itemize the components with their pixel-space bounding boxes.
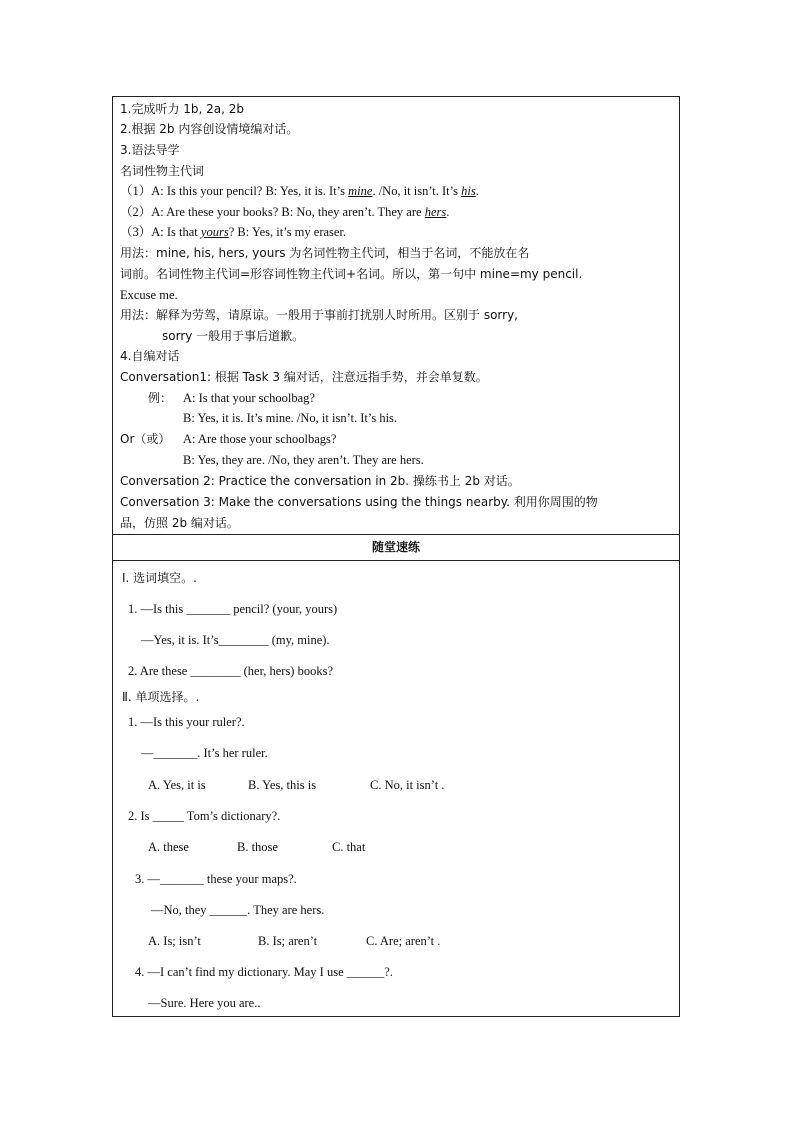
mc-q3-option-c: C. Are; aren’t . [366, 934, 441, 948]
example-3-answer: yours [200, 225, 229, 239]
mc-q4-reply: —Sure. Here you are.. [148, 996, 261, 1010]
conversation-3: Conversation 3: Make the conversations using the things nearby. 利用你周围的物 [120, 495, 598, 509]
example-3-text-b: ? B: Yes, it’s my eraser. [228, 225, 347, 239]
mc-q3-option-b: B. Is; aren’t [258, 934, 318, 948]
or-line-a: A: Are those your schoolbags? [183, 432, 337, 446]
mc-q2-option-b: B. those [237, 840, 278, 854]
usage-4: sorry 一般用于事后道歉。 [162, 329, 305, 343]
mc-q1-option-c: C. No, it isn’t . [370, 778, 445, 792]
example-2 [120, 204, 449, 220]
excuse-me: Excuse me. [120, 288, 178, 302]
section-1-title: Ⅰ. 选词填空。. [122, 571, 197, 585]
mc-q1-reply: —_______. It’s her ruler. [141, 746, 268, 760]
mc-q2: 2. Is _____ Tom’s dictionary?. [128, 809, 281, 823]
mc-q1-option-b: B. Yes, this is [248, 778, 317, 792]
or-line-b: B: Yes, they are. /No, they aren’t. They are hers. [183, 453, 424, 467]
example-1 [120, 183, 479, 199]
task-1: 1.完成听力 1b, 2a, 2b [120, 102, 245, 116]
mc-q2-option-a: A. these [148, 840, 189, 854]
mc-q3-option-a: A. Is; isn’t [148, 934, 201, 948]
mc-q2-option-c: C. that [332, 840, 366, 854]
task-2: 2.根据 2b 内容创设情境编对话。 [120, 122, 299, 136]
example-1-text-b: . /No, it isn’t. It’s [372, 184, 462, 198]
example-2-answer: hers [424, 205, 447, 219]
example-3-text: （3）A: Is that [120, 225, 201, 239]
conversation-3-cont: 品，仿照 2b 编对话。 [120, 516, 239, 530]
example-1-answer-his: his [461, 184, 476, 198]
example-label: 例： [148, 391, 173, 405]
usage-2: 词前。名词性物主代词=形容词性物主代词+名词。所以，第一句中 mine=my pencil. [120, 267, 583, 281]
usage-1: 用法：mine, his, hers, yours 为名词性物主代词，相当于名词，不能放在名 [120, 246, 530, 260]
task-4: 4.自编对话 [120, 349, 180, 363]
mc-q4: 4. —I can’t find my dictionary. May I use ______?. [135, 965, 393, 979]
worksheet-table [112, 96, 680, 1017]
practice-header: 随堂速练 [113, 535, 679, 561]
mc-q3-reply: —No, they ______. They are hers. [151, 903, 325, 917]
fill-q1: 1. —Is this _______ pencil? (your, yours) [128, 602, 338, 616]
example-2-text-b: . [446, 205, 450, 219]
fill-q1-reply: —Yes, it is. It’s________ (my, mine). [141, 633, 330, 647]
mc-q1: 1. —Is this your ruler?. [128, 715, 245, 729]
or-label: Or（或） [120, 432, 171, 446]
conversation-1: Conversation1: 根据 Task 3 编对话，注意远指手势，并会单复数。 [120, 370, 488, 384]
task-3: 3.语法导学 [120, 143, 180, 157]
grammar-title: 名词性物主代词 [120, 164, 205, 178]
example-line-b: B: Yes, it is. It’s mine. /No, it isn’t. It’s his. [183, 411, 398, 425]
example-1-answer-mine: mine [348, 184, 373, 198]
fill-q2: 2. Are these ________ (her, hers) books? [128, 664, 334, 678]
example-line-a: A: Is that your schoolbag? [183, 391, 315, 405]
example-1-text-c: . [475, 184, 479, 198]
example-1-text: （1）A: Is this your pencil? B: Yes, it is. It’s [120, 184, 349, 198]
mc-q3: 3. —_______ these your maps?. [135, 872, 297, 886]
conversation-2: Conversation 2: Practice the conversation in 2b. 操练书上 2b 对话。 [120, 474, 520, 488]
section-2-title: Ⅱ. 单项选择。. [122, 690, 200, 704]
guided-learning-cell [113, 97, 679, 535]
usage-3: 用法：解释为劳驾，请原谅。一般用于事前打扰别人时所用。区别于 sorry, [120, 308, 518, 322]
example-3 [120, 224, 346, 240]
example-2-text: （2）A: Are these your books? B: No, they aren’t. They are [120, 205, 425, 219]
mc-q1-option-a: A. Yes, it is [148, 778, 206, 792]
